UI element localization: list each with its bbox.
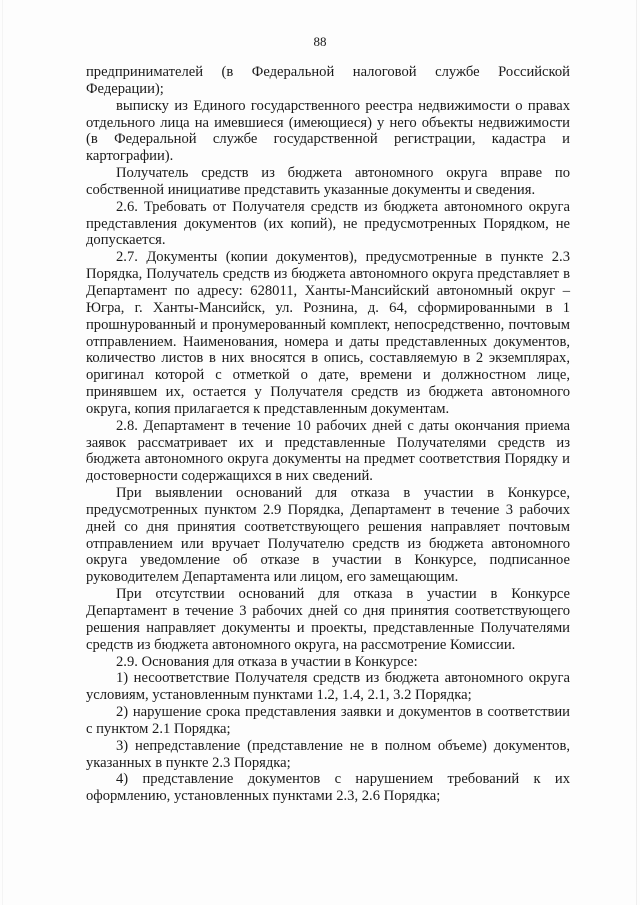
paragraph-11: 2) нарушение срока представления заявки и документов в соответствии с пунктом 2.1 Порядка; (86, 704, 570, 737)
paragraph-7: При выявлении оснований для отказа в участии в Конкурсе, предусмотренных пунктом 2.9 Порядка, Департамент в течение 3 рабочих дней со дня принятия соответствующего решения направляет почтовым отправлением или вручает Получателю средств из бюджета автономного округа уведомление об отказе в участии в Конкурсе, подписанное руководителем Департамента или лицом, его замещающим. (86, 485, 570, 586)
paragraph-3: Получатель средств из бюджета автономного округа вправе по собственной инициативе представить указанные документы и сведения. (86, 165, 570, 198)
paragraph-1: предпринимателей (в Федеральной налоговой службе Российской Федерации); (86, 64, 570, 97)
scan-edge-left (2, 0, 3, 905)
document-body (86, 64, 570, 805)
paragraph-8: При отсутствии оснований для отказа в участии в Конкурсе Департамент в течение 3 рабочих дней со дня принятия соответствующего решения направляет документы и проекты, представленные Получателями средств из бюджета автономного округа, на рассмотрение Комиссии. (86, 586, 570, 653)
paragraph-4: 2.6. Требовать от Получателя средств из бюджета автономного округа представления документов (их копий), не предусмотренных Порядком, не допускается. (86, 198, 570, 249)
paragraph-13: 4) представление документов с нарушением требований к их оформлению, установленных пунктами 2.3, 2.6 Порядка; (86, 771, 570, 805)
scan-edge-right (636, 0, 637, 905)
paragraph-9: 2.9. Основания для отказа в участии в Конкурсе: (116, 653, 418, 670)
paragraph-5: 2.7. Документы (копии документов), предусмотренные в пункте 2.3 Порядка, Получатель средств из бюджета автономного округа представляет в Департамент по адресу: 628011, Ханты-Мансийский автономный округ – Югра, г. Ханты-Мансийск, ул. Рознина, д. 64, сформированными в 1 прошнурованный и пронумерованный комплект, непосредственно, почтовым отправлением. Наименования, номера и даты представленных документов, количество листов в них вносятся в опись, составляемую в 2 экземплярах, оригинал которой с отметкой о дате, времени и должностном лице, принявшем их, остается у Получателя средств из бюджета автономного округа, копия прилагается к представленным документам. (86, 249, 570, 417)
paragraph-6: 2.8. Департамент в течение 10 рабочих дней с даты окончания приема заявок рассматривает их и представленные Получателями средств из бюджета автономного округа документы на предмет соответствия Порядку и достоверности содержащихся в них сведений. (86, 417, 570, 485)
paragraph-10: 1) несоответствие Получателя средств из бюджета автономного округа условиям, установленным пунктами 1.2, 1.4, 2.1, 3.2 Порядка; (86, 670, 570, 704)
page-number: 88 (313, 34, 327, 49)
paragraph-12: 3) непредставление (представление не в полном объеме) документов, указанных в пункте 2.3 Порядка; (86, 737, 570, 771)
paragraph-2: выписку из Единого государственного реестра недвижимости о правах отдельного лица на имевшиеся (имеющиеся) у него объекты недвижимости (в Федеральной службе государственной регистрации, кадастра и картографии). (86, 97, 570, 165)
